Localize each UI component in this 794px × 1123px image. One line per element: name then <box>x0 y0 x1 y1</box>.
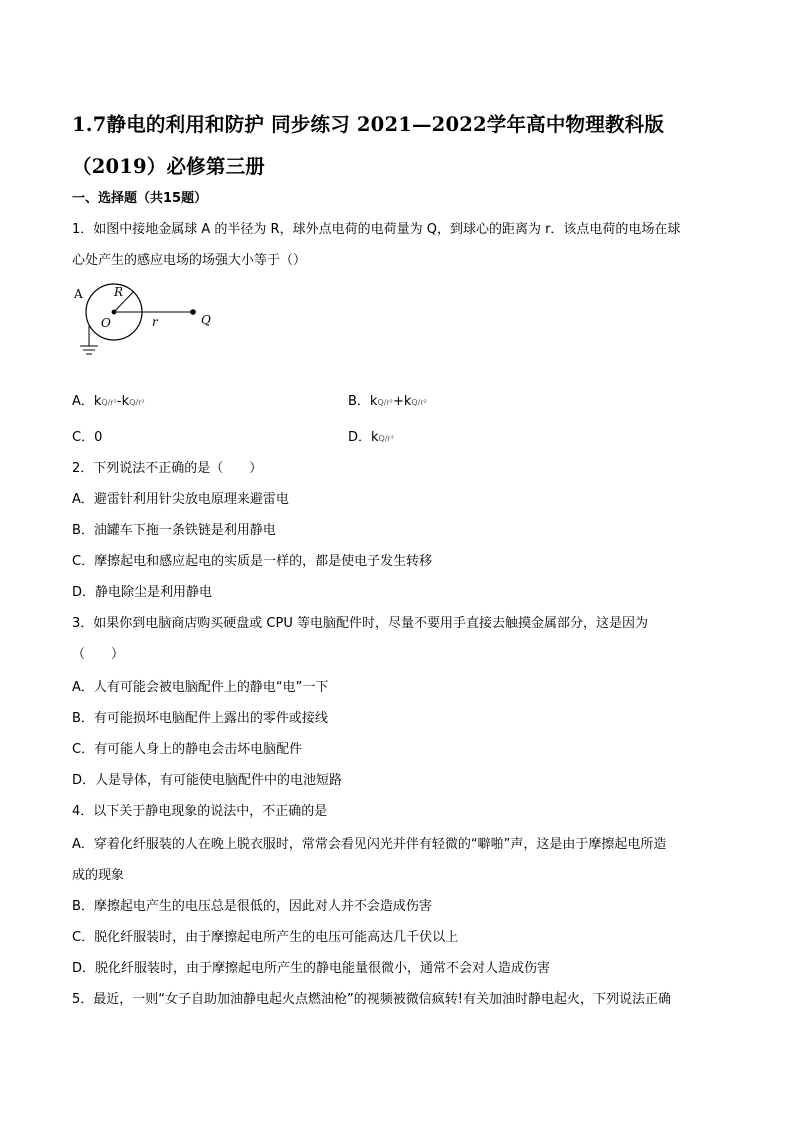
q2-stem: 2．下列说法不正确的是（ ） <box>72 461 263 476</box>
q1-option-b: B．kQ/r²+kQ/r² <box>348 394 427 409</box>
fraction-glyph: Q/r² <box>378 434 395 443</box>
q4-stem: 4．以下关于静电现象的说法中，不正确的是 <box>72 804 328 819</box>
q4-option-c: C．脱化纤服装时，由于摩擦起电所产生的电压可能高达几千伏以上 <box>72 930 459 945</box>
section-heading: 一、选择题（共15题） <box>72 191 208 206</box>
q4-option-b: B．摩擦起电产生的电压总是很低的，因此对人并不会造成伤害 <box>72 899 432 914</box>
fraction-glyph: Q/r² <box>101 398 117 407</box>
q3-option-a: A．人有可能会被电脑配件上的静电“电”一下 <box>72 680 329 695</box>
center-point <box>112 310 117 315</box>
q2-option-d: D．静电除尘是利用静电 <box>72 585 213 600</box>
q2-option-a: A．避雷针利用针尖放电原理来避雷电 <box>72 492 289 507</box>
q1-option-c: C．0 <box>72 430 103 445</box>
label-Q: Q <box>201 313 211 327</box>
q3-option-c: C．有可能人身上的静电会击坏电脑配件 <box>72 742 303 757</box>
q3-option-b: B．有可能损坏电脑配件上露出的零件或接线 <box>72 711 328 726</box>
q1-stem-line1: 1．如图中接地金属球 A 的半径为 R，球外点电荷的电荷量为 Q，到球心的距离为 r．该点电荷的电场在球 <box>72 222 681 237</box>
charge-point <box>190 309 196 315</box>
fraction-glyph: Q/r² <box>377 398 393 407</box>
q4-option-a-line1: A．穿着化纤服装的人在晚上脱衣服时，常常会看见闪光并伴有轻微的“噼啪”声，这是由于摩擦起电所造 <box>72 837 667 852</box>
grounded-sphere-figure <box>72 282 222 376</box>
fraction-glyph: Q/r² <box>129 398 145 407</box>
q1-option-d: D．kQ/r² <box>348 430 395 445</box>
q3-stem-line2: （ ） <box>72 647 125 662</box>
label-r: r <box>152 315 158 329</box>
fraction-glyph: Q/r² <box>411 398 427 407</box>
document-title: 1.7静电的利用和防护 同步练习 2021—2022学年高中物理教科版（2019）必修第三册 <box>72 113 665 178</box>
label-R: R <box>114 285 124 299</box>
q1-stem-line2: 心处产生的感应电场的场强大小等于（） <box>72 253 307 268</box>
q3-option-d: D．人是导体，有可能使电脑配件中的电池短路 <box>72 773 343 788</box>
q3-stem-line1: 3．如果你到电脑商店购买硬盘或 CPU 等电脑配件时，尽量不要用手直接去触摸金属部分，这是因为 <box>72 616 648 631</box>
q1-option-a: A．kQ/r²-kQ/r² <box>72 394 145 409</box>
q4-option-a-line2: 成的现象 <box>72 868 125 883</box>
q5-stem-line1: 5．最近，一则“女子自助加油静电起火点燃油枪”的视频被微信疯转!有关加油时静电起火，下列说法正确 <box>72 992 671 1007</box>
label-A: A <box>74 287 83 301</box>
label-O: O <box>101 316 111 330</box>
q2-option-c: C．摩擦起电和感应起电的实质是一样的，都是使电子发生转移 <box>72 554 433 569</box>
q2-option-b: B．油罐车下拖一条铁链是利用静电 <box>72 523 276 538</box>
q4-option-d: D．脱化纤服装时，由于摩擦起电所产生的静电能量很微小，通常不会对人造成伤害 <box>72 961 551 976</box>
